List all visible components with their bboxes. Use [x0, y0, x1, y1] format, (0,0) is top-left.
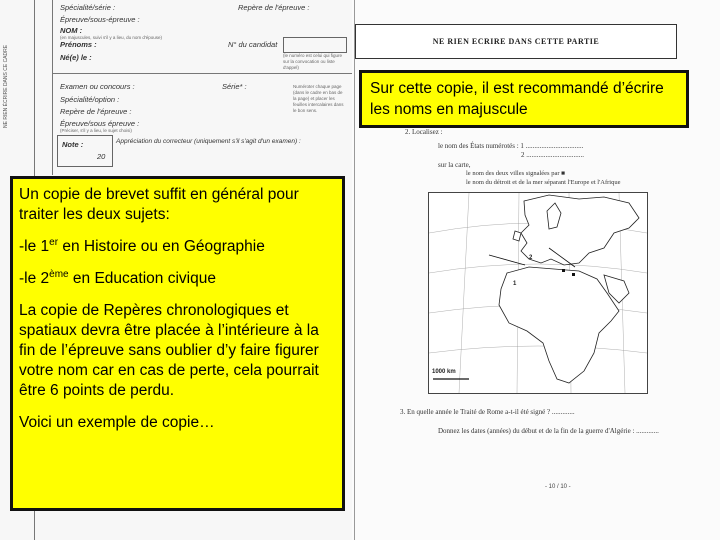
callout-instructions [10, 176, 345, 511]
question-2-line-4: le nom du détroit et de la mer séparant l'Europe et l'Afrique [466, 179, 621, 186]
question-2-title: 2. Localisez : [405, 128, 443, 136]
nom-hint: (en majuscules, suivi s'il y a lieu, du nom d'épouse) [60, 35, 163, 40]
examen-label: Examen ou concours : [60, 82, 135, 91]
map-scale: 1000 km [432, 369, 456, 375]
prenoms-label: Prénoms : [60, 40, 97, 49]
question-3-line-2: Donnez les dates (années) du début et de la fin de la guerre d'Algérie : ............. [438, 427, 659, 435]
specialite-label: Spécialité/série : [60, 3, 116, 12]
question-2-line-2: sur la carte, [438, 161, 471, 169]
side-note: Numéroter chaque page (dans le cadre en bas de la page) et placer les feuilles intercalaires dans le bon sens. [293, 84, 344, 113]
callout-closing: Voici un exemple de copie… [19, 414, 215, 431]
map-label-1: 1 [513, 281, 517, 287]
note-denominator: 20 [97, 152, 106, 161]
question-2-line-3: le nom des deux villes signalées par ■ [466, 170, 566, 177]
candidat-hint: (le numéro est celui qui figure sur la convocation ou liste d'appel) [283, 53, 343, 70]
repere-label: Repère de l'épreuve : [238, 3, 310, 12]
ne-le-label: Né(e) le : [60, 53, 92, 62]
candidat-number-box [283, 37, 347, 53]
margin-warning: NE RIEN ÉCRIRE DANS CE CADRE [3, 44, 9, 128]
candidat-label: N° du candidat [228, 40, 278, 49]
page-number: - 10 / 10 - [545, 484, 571, 490]
repere2-label: Repère de l'épreuve : [60, 107, 132, 116]
callout-uppercase-text: Sur cette copie, il est recommandé d’écrire les noms en majuscule [370, 80, 664, 118]
form-inner-line [52, 0, 53, 175]
note-label: Note : [62, 140, 84, 149]
nom-label: NOM : [60, 26, 83, 35]
map-label-2: 2 [529, 255, 533, 261]
question-2-line-1: le nom des États numérotés : 1 ................................. [438, 142, 584, 150]
question-2-line-1b: 2 ................................. [521, 151, 584, 159]
page-edge-line [354, 0, 355, 540]
callout-uppercase-tip [359, 70, 689, 128]
map-outline [429, 193, 647, 393]
serie-label: Série* : [222, 82, 247, 91]
epreuve-label: Épreuve/sous-épreuve : [60, 15, 140, 24]
callout-item-1: -le 1er en Histoire ou en Géographie [19, 237, 265, 255]
callout-paragraph: La copie de Repères chronologiques et spatiaux devra être placée à l’intérieure à la fin de l’épreuve sans oublier d’y faire figurer votre nom car en cas de perte, cela pourrait être 6 points de perdu. [19, 302, 319, 399]
form-divider [52, 73, 352, 74]
epreuve2-label: Épreuve/sous épreuve : [60, 119, 140, 128]
specialite2-label: Spécialité/option : [60, 95, 120, 104]
appreciation-label: Appréciation du correcteur (uniquement s'il s'agit d'un examen) : [116, 138, 301, 145]
epreuve2-hint: (Préciser, s'il y a lieu, le sujet choisi) [60, 128, 132, 133]
question-3-line-1: 3. En quelle année le Traité de Rome a-t-il été signé ? ............. [400, 408, 575, 416]
map-europe-africa [428, 192, 648, 394]
callout-intro: Un copie de brevet suffit en général pour traiter les deux sujets: [19, 186, 299, 223]
callout-item-2: -le 2ème en Education civique [19, 269, 216, 287]
page-header: NE RIEN ECRIRE DANS CETTE PARTIE [355, 24, 677, 59]
